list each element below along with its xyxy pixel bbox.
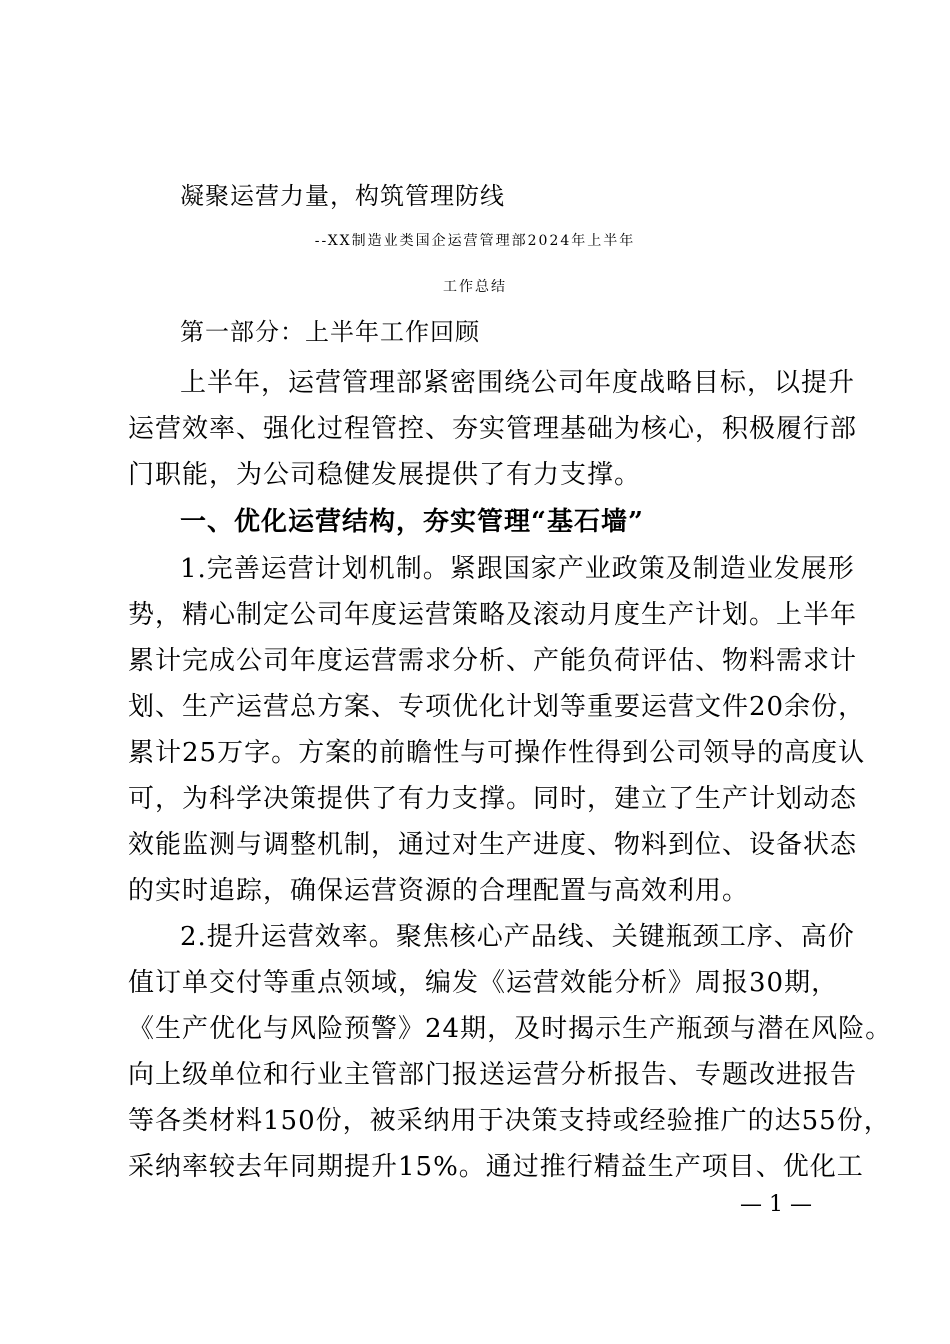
- item1-line: 可，为科学决策提供了有力支撑。同时，建立了生产计划动态: [128, 784, 858, 814]
- item2-line: 向上级单位和行业主管部门报送运营分析报告、专题改进报告: [128, 1060, 858, 1090]
- item1-line: 1.完善运营计划机制。紧跟国家产业政策及制造业发展形: [180, 554, 855, 584]
- item1-line: 势，精心制定公司年度运营策略及滚动月度生产计划。上半年: [128, 600, 858, 630]
- item2-line: 《生产优化与风险预警》24期，及时揭示生产瓶颈与潜在风险。: [128, 1014, 893, 1044]
- item2-line: 值订单交付等重点领域，编发《运营效能分析》周报30期，: [128, 968, 839, 998]
- item1-line: 效能监测与调整机制，通过对生产进度、物料到位、设备状态: [128, 830, 858, 860]
- item1-line: 的实时追踪，确保运营资源的合理配置与高效利用。: [128, 876, 750, 906]
- document-subtitle: 凝聚运营力量，构筑管理防线: [180, 182, 505, 210]
- document-title-line-1: --XX制造业类国企运营管理部2024年上半年: [314, 233, 636, 249]
- intro-line: 运营效率、强化过程管控、夯实管理基础为核心，积极履行部: [128, 414, 858, 444]
- page-number: — 1 —: [740, 1192, 812, 1217]
- intro-line: 门职能，为公司稳健发展提供了有力支撑。: [128, 460, 642, 490]
- item1-line: 划、生产运营总方案、专项优化计划等重要运营文件20余份，: [128, 692, 866, 722]
- item2-line: 2.提升运营效率。聚焦核心产品线、关键瓶颈工序、高价: [180, 922, 855, 952]
- intro-line: 上半年，运营管理部紧密围绕公司年度战略目标，以提升: [180, 368, 856, 398]
- section-heading: 第一部分：上半年工作回顾: [180, 318, 480, 346]
- item2-line: 采纳率较去年同期提升15%。通过推行精益生产项目、优化工: [128, 1152, 864, 1182]
- item1-line: 累计完成公司年度运营需求分析、产能负荷评估、物料需求计: [128, 646, 858, 676]
- item1-line: 累计25万字。方案的前瞻性与可操作性得到公司领导的高度认: [128, 738, 866, 768]
- item2-line: 等各类材料150份，被采纳用于决策支持或经验推广的达55份，: [128, 1106, 891, 1136]
- document-title-line-2: 工作总结: [443, 279, 507, 295]
- heading-1: 一、优化运营结构，夯实管理“基石墙”: [180, 507, 644, 537]
